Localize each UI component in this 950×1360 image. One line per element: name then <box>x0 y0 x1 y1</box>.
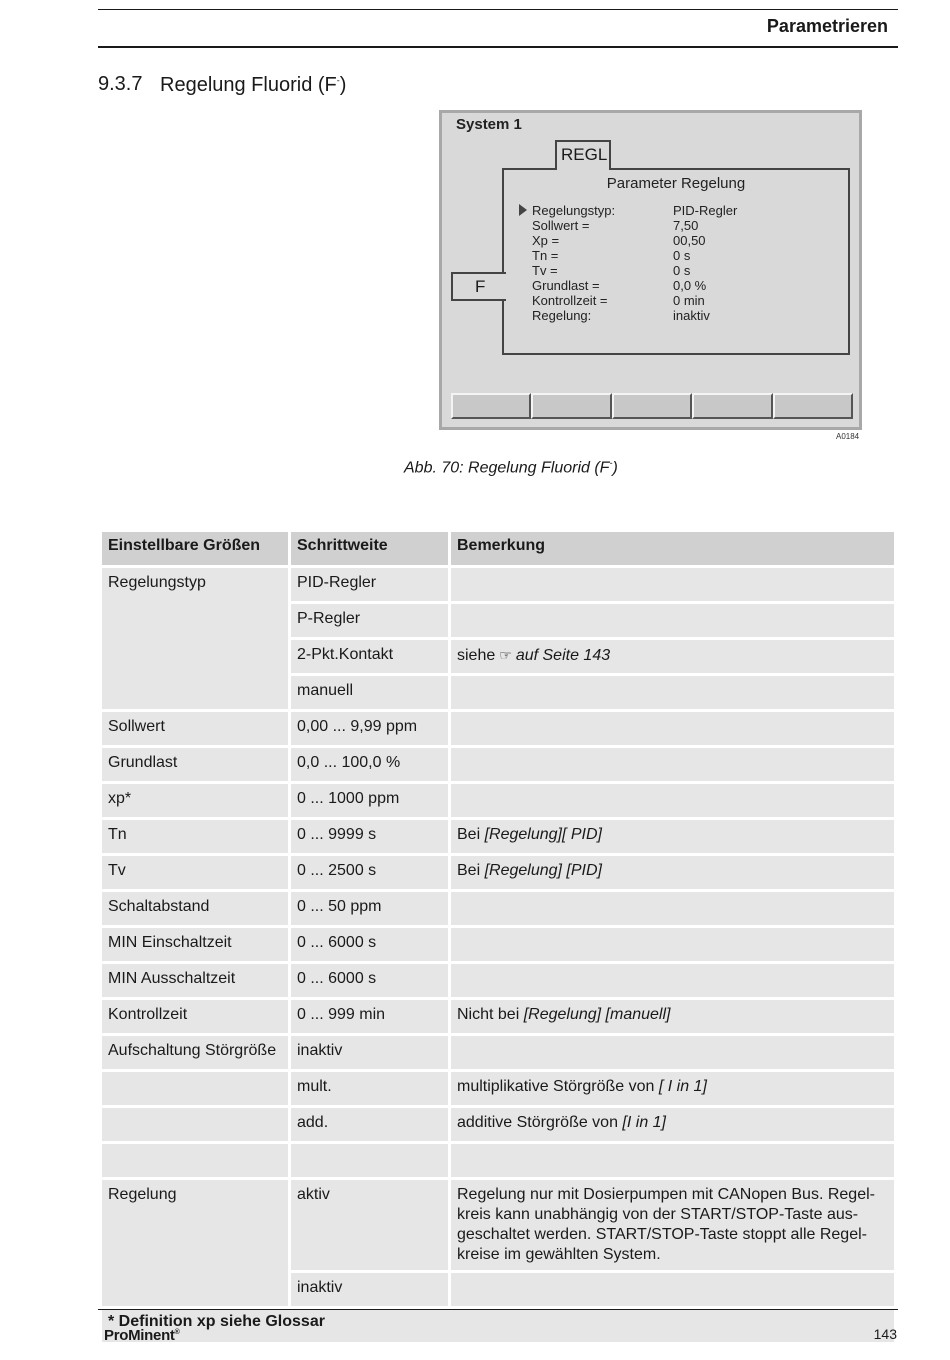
table-cell-step: 0 ... 2500 s <box>291 856 448 889</box>
table-cell-name: Schaltabstand <box>102 892 288 925</box>
table-cell-note <box>451 712 894 745</box>
top-rule <box>98 9 898 10</box>
table-cell-empty <box>102 1144 288 1177</box>
note-menu-path: [Regelung] [PID] <box>484 862 602 879</box>
table-row <box>102 712 894 745</box>
table-cell-note <box>451 1108 894 1141</box>
param-value: inaktiv <box>673 308 710 323</box>
table-cell-name: MIN Einschaltzeit <box>102 928 288 961</box>
param-row-xp[interactable] <box>532 233 842 248</box>
param-label: Sollwert = <box>532 218 590 233</box>
table-cell-note <box>451 748 894 781</box>
param-label: Tn = <box>532 248 559 263</box>
param-value: 0 s <box>673 263 691 278</box>
table-cell-note: Regelung nur mit Dosierpumpen mit CANopen Bus. Regelkreis kann unabhängig von der START/STOP-Taste ausgeschaltet werden. START/STOP-Taste stoppt alle Regelkreise im gewählten System. <box>451 1180 894 1270</box>
table-cell-step: add. <box>291 1108 448 1141</box>
table-cell-name: Tv <box>102 856 288 889</box>
table-cell-name: Regelungstyp <box>102 568 288 709</box>
note-text: additive Störgröße von <box>457 1114 623 1131</box>
f-tab[interactable]: F <box>451 272 506 301</box>
section-title-end: ) <box>339 74 347 96</box>
table-row <box>102 964 894 997</box>
param-label: Tv = <box>532 263 558 278</box>
param-label: Regelung: <box>532 308 592 323</box>
param-label: Kontrollzeit = <box>532 293 608 308</box>
table-cell-note <box>451 928 894 961</box>
param-value: PID-Regler <box>673 203 738 218</box>
table-cell-name: Tn <box>102 820 288 853</box>
note-menu-path: [Regelung] [manuell] <box>523 1006 671 1023</box>
table-header-cell: Schrittweite <box>291 532 448 565</box>
brand-name: ProMinent <box>104 1327 175 1344</box>
section-title-sup: - <box>336 75 340 86</box>
table-cell-note <box>451 964 894 997</box>
table-cell-step: 0,0 ... 100,0 % <box>291 748 448 781</box>
param-row-kontrollzeit[interactable] <box>532 293 842 308</box>
table-cell-step: inaktiv <box>291 1036 448 1069</box>
table-cell-note <box>451 1000 894 1033</box>
table-cell-name <box>102 1072 288 1105</box>
table-cell-note <box>451 640 894 673</box>
table-cell-name: Aufschaltung Störgröße <box>102 1036 288 1069</box>
table-cell-step: 0 ... 999 min <box>291 1000 448 1033</box>
table-cell-step: 2-Pkt.Kontakt <box>291 640 448 673</box>
table-row <box>102 892 894 925</box>
table-cell-step: 0 ... 6000 s <box>291 964 448 997</box>
note-text: Nicht bei <box>457 1006 524 1023</box>
table-cell-step: PID-Regler <box>291 568 448 601</box>
table-row <box>102 1180 894 1270</box>
param-row-regelungstyp[interactable] <box>532 203 842 218</box>
table-cell-step: manuell <box>291 676 448 709</box>
parameter-table <box>99 529 897 1345</box>
table-cell-name: Sollwert <box>102 712 288 745</box>
note-text: multiplikative Störgröße von <box>457 1078 659 1095</box>
panel-title: Parameter Regelung <box>606 175 746 192</box>
table-row-empty <box>102 1144 894 1177</box>
table-cell-name: xp* <box>102 784 288 817</box>
note-text: Bei <box>457 826 485 843</box>
table-cell-step: 0 ... 1000 ppm <box>291 784 448 817</box>
parameter-list <box>532 203 842 323</box>
softkey-3[interactable] <box>612 393 692 419</box>
param-row-tv[interactable] <box>532 263 842 278</box>
table-cell-note <box>451 1036 894 1069</box>
param-label: Xp = <box>532 233 560 248</box>
brand-logo <box>104 1327 180 1344</box>
header-title: Parametrieren <box>766 16 888 36</box>
note-menu-path: [ I in 1] <box>658 1078 707 1095</box>
table-footnote-row <box>102 1309 894 1342</box>
table-cell-step: mult. <box>291 1072 448 1105</box>
table-row <box>102 748 894 781</box>
table-cell-empty <box>451 1144 894 1177</box>
param-label: Grundlast = <box>532 278 600 293</box>
table-cell-step: 0 ... 9999 s <box>291 820 448 853</box>
brand-mark: ® <box>174 1329 180 1336</box>
table-cell-note <box>451 604 894 637</box>
table-cell-note <box>451 892 894 925</box>
table-cell-note <box>451 784 894 817</box>
table-cell-name: MIN Ausschaltzeit <box>102 964 288 997</box>
softkey-5[interactable] <box>773 393 853 419</box>
note-menu-path: [I in 1] <box>622 1114 666 1131</box>
param-value: 7,50 <box>673 218 699 233</box>
table-row <box>102 784 894 817</box>
cursor-arrow-icon <box>519 204 527 216</box>
param-value: 0 min <box>673 293 705 308</box>
page-number: 143 <box>873 1326 897 1342</box>
table-cell-name: Kontrollzeit <box>102 1000 288 1033</box>
table-cell-empty <box>291 1144 448 1177</box>
table-header-cell: Bemerkung <box>451 532 894 565</box>
table-cell-step: aktiv <box>291 1180 448 1270</box>
header-rule <box>98 46 898 48</box>
table-row <box>102 1036 894 1069</box>
param-value: 0 s <box>673 248 691 263</box>
table-header-cell: Einstellbare Größen <box>102 532 288 565</box>
table-cell-step: P-Regler <box>291 604 448 637</box>
param-row-tn[interactable] <box>532 248 842 263</box>
figure-caption-text: Abb. 70: Regelung Fluorid (F <box>404 459 610 477</box>
figure-caption-end: ) <box>612 459 618 477</box>
softkey-2[interactable] <box>531 393 611 419</box>
section-title <box>160 74 346 97</box>
table-row <box>102 1108 894 1141</box>
param-row-grundlast[interactable] <box>532 278 842 293</box>
table-cell-note <box>451 1072 894 1105</box>
page-reference-link[interactable]: auf Seite 143 <box>515 647 611 664</box>
table-header-row <box>102 532 894 565</box>
figure-code: A0184 <box>836 432 860 441</box>
param-label: Regelungstyp: <box>532 203 616 218</box>
section-number: 9.3.7 <box>98 73 143 95</box>
table-row <box>102 928 894 961</box>
table-cell-step: 0 ... 50 ppm <box>291 892 448 925</box>
system-label: System 1 <box>456 116 522 133</box>
note-text: Bei <box>457 862 485 879</box>
softkey-bar <box>451 393 853 419</box>
table-row <box>102 856 894 889</box>
softkey-1[interactable] <box>451 393 531 419</box>
table-cell-note <box>451 1273 894 1306</box>
figure-caption <box>404 458 618 477</box>
table-cell-name: Regelung <box>102 1180 288 1306</box>
table-row <box>102 1072 894 1105</box>
param-value: 00,50 <box>673 233 706 248</box>
table-row <box>102 820 894 853</box>
table-footnote: * Definition xp siehe Glossar <box>102 1309 894 1342</box>
table-row <box>102 568 894 601</box>
table-body-rows <box>102 712 894 1141</box>
pointing-hand-icon: ☞ <box>499 647 512 663</box>
table-cell-step: 0 ... 6000 s <box>291 928 448 961</box>
section-title-text: Regelung Fluorid (F <box>160 74 337 96</box>
table-cell-note <box>451 856 894 889</box>
parameter-panel <box>502 168 850 355</box>
param-row-sollwert[interactable] <box>532 218 842 233</box>
table-cell-note <box>451 676 894 709</box>
table-cell-name <box>102 1108 288 1141</box>
figure-caption-sup: - <box>609 458 613 468</box>
table-cell-note <box>451 820 894 853</box>
note-prefix: siehe <box>457 647 496 664</box>
param-value: 0,0 % <box>673 278 707 293</box>
param-row-regelung[interactable] <box>532 308 842 323</box>
table-cell-name: Grundlast <box>102 748 288 781</box>
device-screen <box>439 110 862 430</box>
table-cell-step: inaktiv <box>291 1273 448 1306</box>
note-menu-path: [Regelung][ PID] <box>484 826 602 843</box>
footer-rule <box>98 1309 898 1310</box>
regl-tab[interactable]: REGL <box>555 140 611 170</box>
table-cell-step: 0,00 ... 9,99 ppm <box>291 712 448 745</box>
softkey-4[interactable] <box>692 393 772 419</box>
table-cell-note <box>451 568 894 601</box>
table-row <box>102 1000 894 1033</box>
